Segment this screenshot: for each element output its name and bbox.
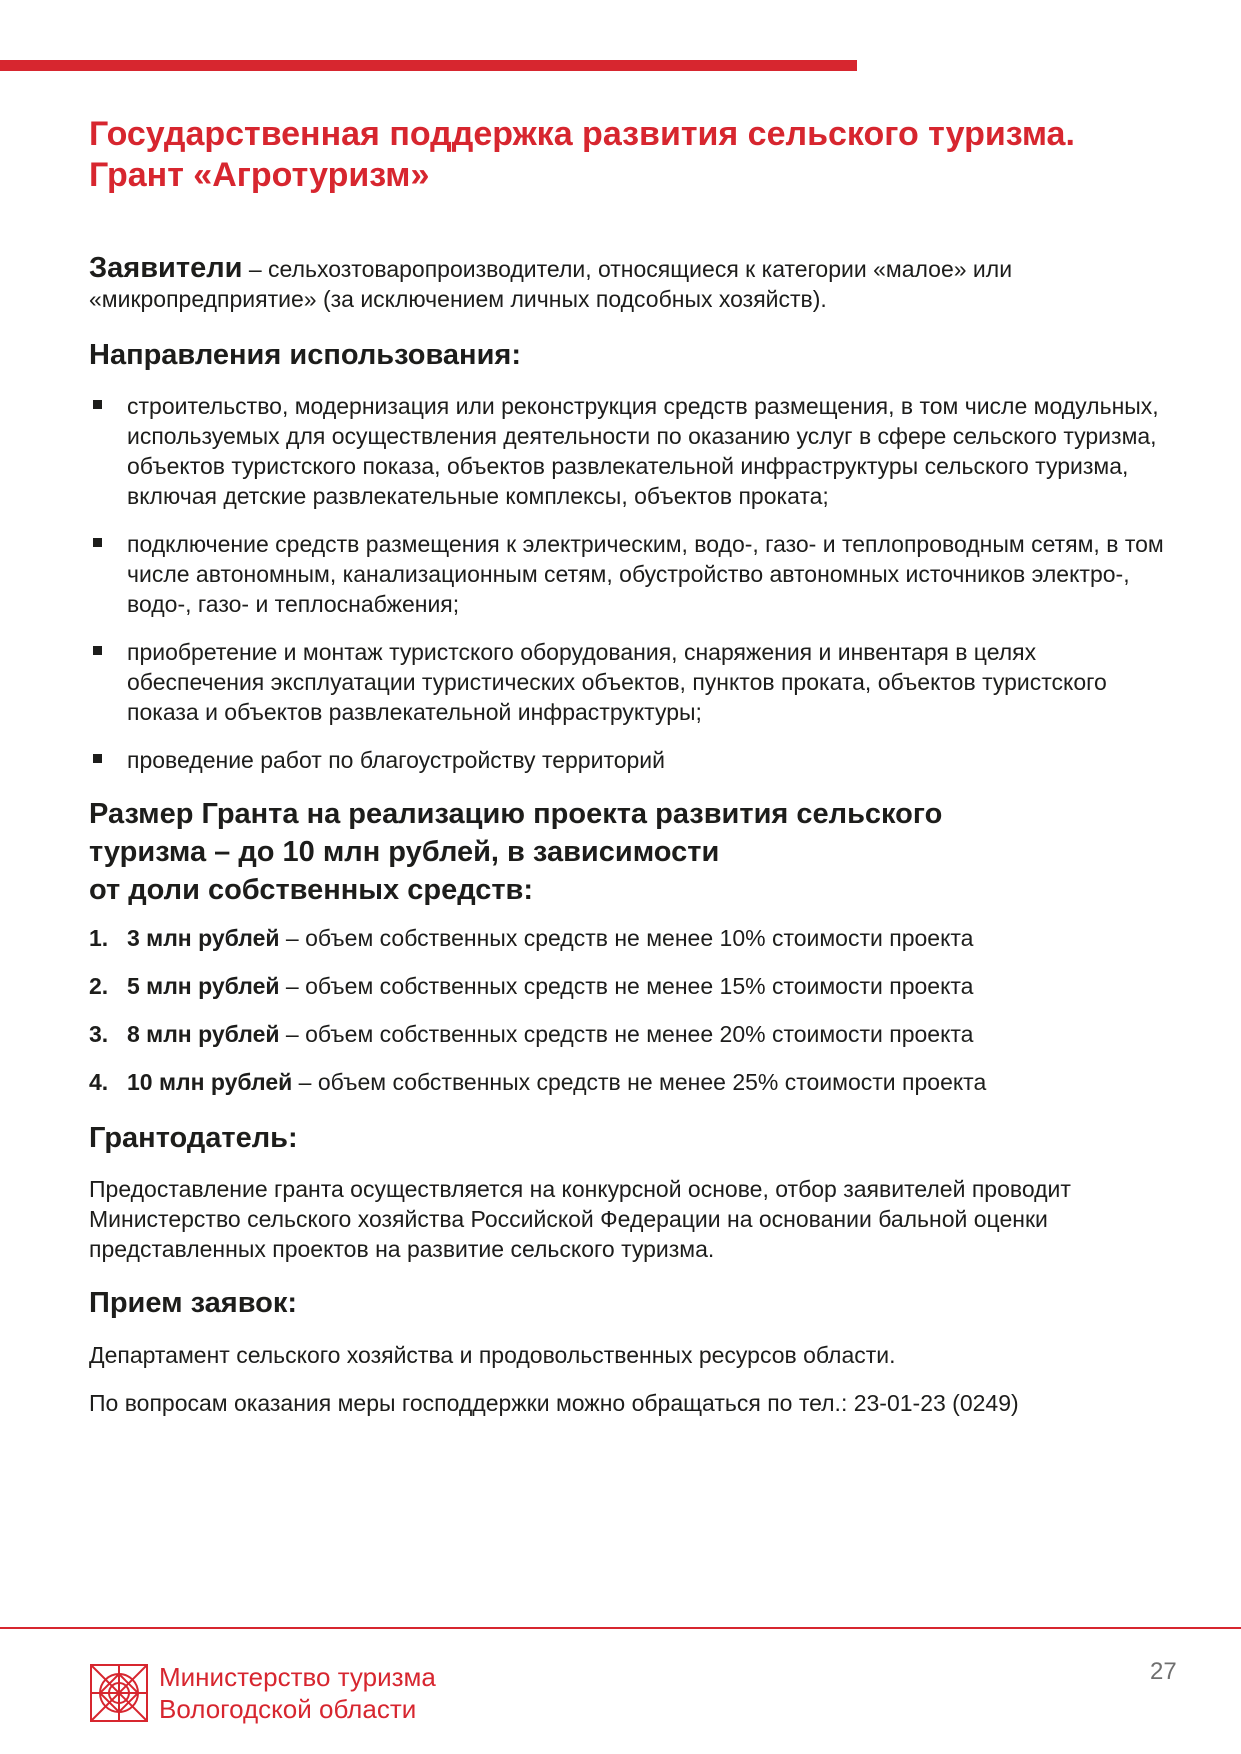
footer-divider — [0, 1627, 1241, 1629]
applications-heading: Прием заявок: — [89, 1287, 298, 1319]
list-item — [89, 971, 1169, 1001]
bullet-marker — [93, 646, 102, 655]
item-number: 4. — [89, 1069, 109, 1095]
footer-line-1: Министерство туризма — [159, 1662, 436, 1692]
grant-amount: 3 млн рублей — [127, 925, 280, 951]
bullet-marker — [93, 538, 102, 547]
bullet-marker — [93, 400, 102, 409]
direction-text: строительство, модернизация или реконструкция средств размещения, в том числе модульных, используемых для осуществления деятельности по оказанию услуг в сфере сельского туризма, объектов туристского показа, объектов развлекательной инфраструктуры сельского туризма, включая детские развлекательные комплексы, объектов проката; — [127, 393, 1159, 509]
list-item — [89, 529, 1169, 619]
grantor-heading: Грантодатель: — [89, 1122, 298, 1154]
bullet-marker — [93, 754, 102, 763]
grant-amount: 10 млн рублей — [127, 1069, 293, 1095]
page-title: Государственная поддержка развития сельского туризма. Грант «Агротуризм» — [89, 115, 1075, 194]
grant-size-heading-line2: туризма – до 10 млн рублей, в зависимости — [89, 836, 720, 868]
grant-amount: 5 млн рублей — [127, 973, 280, 999]
applicants-label: Заявители — [89, 252, 243, 284]
page-number: 27 — [1150, 1658, 1177, 1685]
item-number: 1. — [89, 925, 109, 951]
grant-size-heading — [89, 795, 1169, 909]
direction-text: приобретение и монтаж туристского оборудования, снаряжения и инвентаря в целях обеспечения эксплуатации туристических объектов, пунктов проката, объектов туристского показа и объектов развлекательной инфраструктуры; — [127, 639, 1107, 725]
grant-condition: – объем собственных средств не менее 15% стоимости проекта — [279, 973, 974, 999]
ministry-logo-icon — [89, 1663, 149, 1723]
grantor-text: Предоставление гранта осуществляется на конкурсной основе, отбор заявителей проводит Министерство сельского хозяйства Российской Федерации на основании бальной оценки представленных проектов на развитие сельского туризма. — [89, 1176, 1071, 1262]
grant-size-list — [89, 923, 1169, 1097]
item-number: 3. — [89, 1021, 109, 1047]
list-item — [89, 637, 1169, 727]
applications-contact: По вопросам оказания меры господдержки можно обращаться по тел.: 23-01-23 (0249) — [89, 1390, 1019, 1416]
list-item — [89, 923, 1169, 953]
item-number: 2. — [89, 973, 109, 999]
list-item — [89, 391, 1169, 511]
applications-department: Департамент сельского хозяйства и продовольственных ресурсов области. — [89, 1342, 896, 1368]
grant-condition: – объем собственных средств не менее 10% стоимости проекта — [279, 925, 974, 951]
main-content — [89, 253, 1169, 1418]
grant-amount: 8 млн рублей — [127, 1021, 280, 1047]
footer-line-2: Вологодской области — [159, 1694, 417, 1724]
directions-heading: Направления использования: — [89, 339, 521, 371]
list-item — [89, 1067, 1169, 1097]
footer-ministry-name — [159, 1661, 436, 1725]
direction-text: подключение средств размещения к электрическим, водо-, газо- и теплопроводным сетям, в том числе автономным, канализационным сетям, обустройство автономных источников электро-, водо-, газо- и теплоснабжения; — [127, 531, 1164, 617]
directions-list — [89, 391, 1169, 775]
applicants-paragraph — [89, 253, 1169, 314]
grant-size-heading-line3: от доли собственных средств: — [89, 874, 534, 906]
grant-condition: – объем собственных средств не менее 25% стоимости проекта — [292, 1069, 987, 1095]
direction-text: проведение работ по благоустройству территорий — [127, 747, 665, 773]
top-accent-bar — [0, 60, 857, 71]
applicants-text: – сельхозтоваропроизводители, относящиеся к категории «малое» или «микропредприятие» (за исключением личных подсобных хозяйств). — [89, 256, 1013, 312]
list-item — [89, 745, 1169, 775]
grant-size-heading-line1: Размер Гранта на реализацию проекта развития сельского — [89, 798, 943, 830]
list-item — [89, 1019, 1169, 1049]
grant-condition: – объем собственных средств не менее 20% стоимости проекта — [279, 1021, 974, 1047]
